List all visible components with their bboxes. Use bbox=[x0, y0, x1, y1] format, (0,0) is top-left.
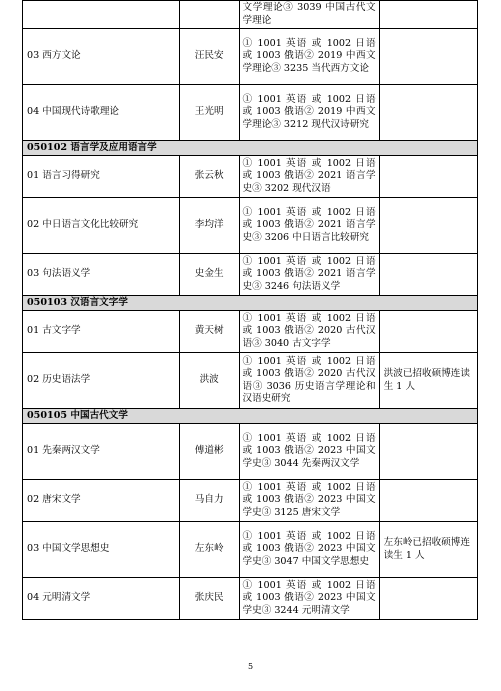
page-number: 5 bbox=[247, 662, 254, 671]
supervisor-cell: 傅道彬 bbox=[179, 424, 239, 480]
research-direction-cell: 03 中国文学思想史 bbox=[23, 522, 180, 578]
exam-subjects-cell: ① 1001 英语 或 1002 日语 或 1003 俄语② 2020 古代汉语③ 3040 古文字学 bbox=[239, 311, 379, 353]
remarks-cell bbox=[379, 1, 477, 29]
exam-subjects-cell: ① 1001 英语 或 1002 日语 或 1003 俄语② 2021 语言学史③ 3202 现代汉语 bbox=[239, 156, 379, 198]
supervisor-cell: 洪波 bbox=[179, 353, 239, 409]
research-direction-cell: 03 西方文论 bbox=[23, 29, 180, 85]
program-table bbox=[22, 0, 478, 620]
research-direction-cell: 02 历史语法学 bbox=[23, 353, 180, 409]
remarks-cell bbox=[379, 424, 477, 480]
program-table-body bbox=[23, 1, 478, 620]
exam-subjects-cell: ① 1001 英语 或 1002 日语 或 1003 俄语② 2023 中国文学史③ 3047 中国文学思想史 bbox=[239, 522, 379, 578]
section-title: 050105 中国古代文学 bbox=[23, 409, 478, 424]
exam-subjects-cell: ① 1001 英语 或 1002 日语 或 1003 俄语② 2021 语言学史③ 3206 中日语言比较研究 bbox=[239, 198, 379, 254]
exam-subjects-cell: ① 1001 英语 或 1002 日语 或 1003 俄语② 2023 中国文学史③ 3244 元明清文学 bbox=[239, 578, 379, 620]
remarks-cell: 洪波已招收硕博连读生 1 人 bbox=[379, 353, 477, 409]
supervisor-cell: 张庆民 bbox=[179, 578, 239, 620]
supervisor-cell bbox=[179, 1, 239, 29]
remarks-cell bbox=[379, 29, 477, 85]
supervisor-cell: 左东岭 bbox=[179, 522, 239, 578]
supervisor-cell: 李均洋 bbox=[179, 198, 239, 254]
supervisor-cell: 张云秋 bbox=[179, 156, 239, 198]
remarks-cell: 左东岭已招收硕博连读生 1 人 bbox=[379, 522, 477, 578]
exam-subjects-cell: 文学理论③ 3039 中国古代文学理论 bbox=[239, 1, 379, 29]
research-direction-cell: 02 中日语言文化比较研究 bbox=[23, 198, 180, 254]
supervisor-cell: 史金生 bbox=[179, 254, 239, 296]
research-direction-cell: 04 中国现代诗歌理论 bbox=[23, 85, 180, 141]
section-title: 050103 汉语言文字学 bbox=[23, 296, 478, 311]
table-row bbox=[23, 1, 478, 29]
research-direction-cell: 01 语言习得研究 bbox=[23, 156, 180, 198]
table-row bbox=[23, 85, 478, 141]
remarks-cell bbox=[379, 254, 477, 296]
table-row bbox=[23, 353, 478, 409]
section-header-row bbox=[23, 409, 478, 424]
remarks-cell bbox=[379, 480, 477, 522]
exam-subjects-cell: ① 1001 英语 或 1002 日语 或 1003 俄语② 2019 中西文学理论③ 3212 现代汉诗研究 bbox=[239, 85, 379, 141]
table-row bbox=[23, 198, 478, 254]
research-direction-cell: 04 元明清文学 bbox=[23, 578, 180, 620]
research-direction-cell: 01 先秦两汉文学 bbox=[23, 424, 180, 480]
remarks-cell bbox=[379, 578, 477, 620]
remarks-cell bbox=[379, 198, 477, 254]
table-row bbox=[23, 424, 478, 480]
section-header-row bbox=[23, 141, 478, 156]
exam-subjects-cell: ① 1001 英语 或 1002 日语 或 1003 俄语② 2021 语言学史③ 3246 句法语义学 bbox=[239, 254, 379, 296]
exam-subjects-cell: ① 1001 英语 或 1002 日语 或 1003 俄语② 2023 中国文学史③ 3044 先秦两汉文学 bbox=[239, 424, 379, 480]
table-row bbox=[23, 578, 478, 620]
exam-subjects-cell: ① 1001 英语 或 1002 日语 或 1003 俄语② 2020 古代汉语③ 3036 历史语言学理论和汉语史研究 bbox=[239, 353, 379, 409]
exam-subjects-cell: ① 1001 英语 或 1002 日语 或 1003 俄语② 2019 中西文学理论③ 3235 当代西方文论 bbox=[239, 29, 379, 85]
table-row bbox=[23, 522, 478, 578]
exam-subjects-cell: ① 1001 英语 或 1002 日语 或 1003 俄语② 2023 中国文学史③ 3125 唐宋文学 bbox=[239, 480, 379, 522]
supervisor-cell: 马自力 bbox=[179, 480, 239, 522]
section-title: 050102 语言学及应用语言学 bbox=[23, 141, 478, 156]
research-direction-cell: 02 唐宋文学 bbox=[23, 480, 180, 522]
table-row bbox=[23, 156, 478, 198]
remarks-cell bbox=[379, 311, 477, 353]
research-direction-cell bbox=[23, 1, 180, 29]
remarks-cell bbox=[379, 156, 477, 198]
research-direction-cell: 03 句法语义学 bbox=[23, 254, 180, 296]
remarks-cell bbox=[379, 85, 477, 141]
table-row bbox=[23, 311, 478, 353]
supervisor-cell: 汪民安 bbox=[179, 29, 239, 85]
research-direction-cell: 01 古文字学 bbox=[23, 311, 180, 353]
supervisor-cell: 黄天树 bbox=[179, 311, 239, 353]
table-row bbox=[23, 29, 478, 85]
table-row bbox=[23, 254, 478, 296]
section-header-row bbox=[23, 296, 478, 311]
supervisor-cell: 王光明 bbox=[179, 85, 239, 141]
table-row bbox=[23, 480, 478, 522]
